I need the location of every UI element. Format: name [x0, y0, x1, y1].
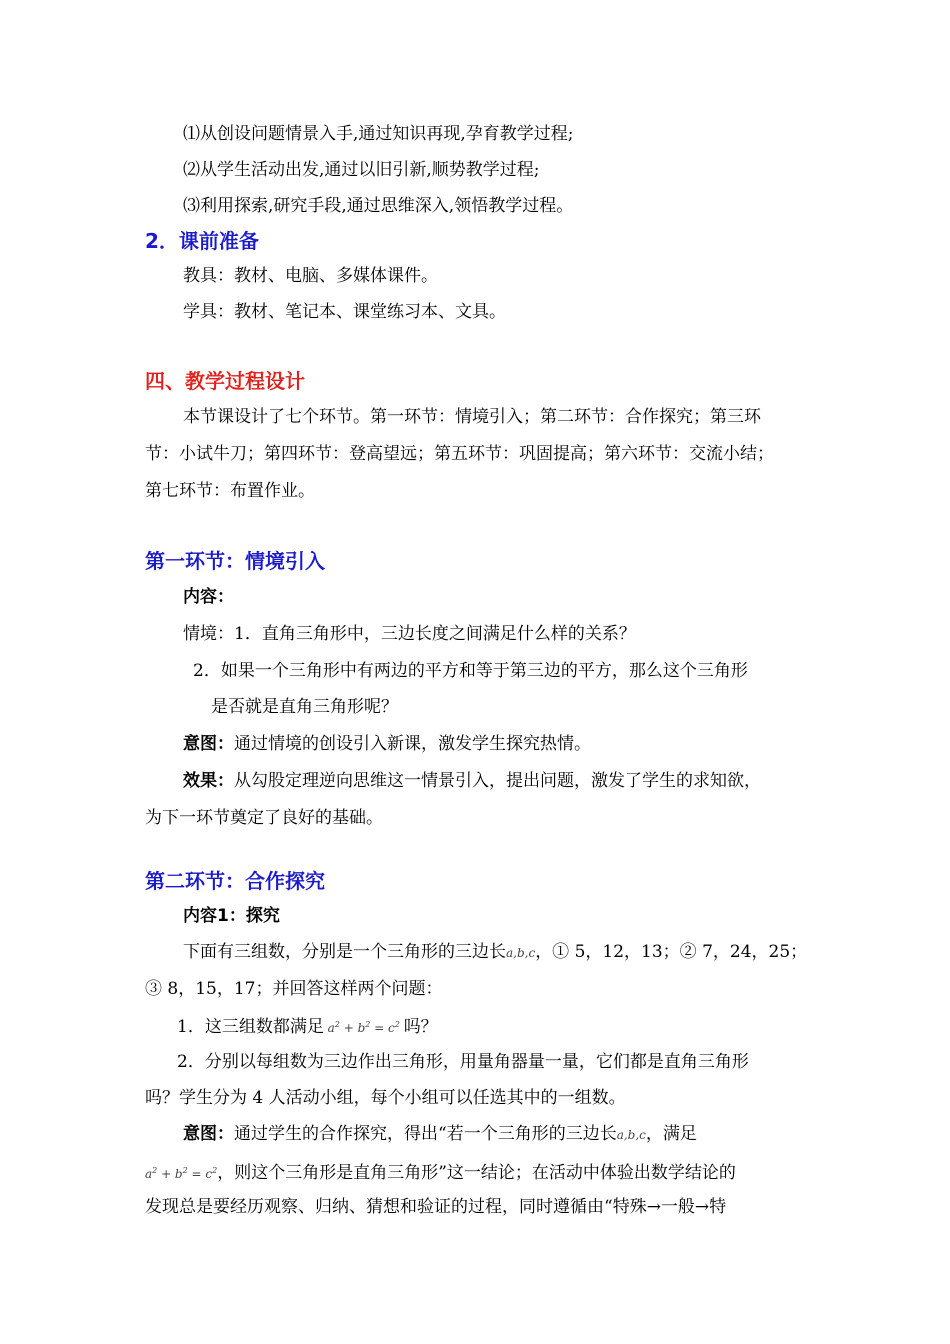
para-text: 下面有三组数，分别是一个三角形的三边长 [183, 942, 506, 962]
intent-label: 意图： [183, 1124, 234, 1144]
question-text: 吗？ [403, 1017, 438, 1037]
section1-intent [183, 732, 591, 756]
method-item-3: ⑶利用探索,研究手段,通过思维深入,领悟教学过程。 [183, 196, 574, 216]
section1-heading: 第一环节：情境引入 [145, 549, 325, 573]
process-heading: 四、教学过程设计 [145, 369, 305, 393]
section2-para-1-cont: ③ 8，15，17；并回答这样两个问题： [145, 979, 443, 999]
section1-effect [183, 769, 761, 793]
math-pythagorean-formula: $a^2 + b^2 = c^2$ [145, 1166, 218, 1181]
process-intro-line-2: 节：小试牛刀；第四环节：登高望远；第五环节：巩固提高；第六环节：交流小结； [145, 444, 774, 464]
section2-intent-line-3: 发现总是要经历观察、归纳、猜想和验证的过程，同时遵循由“特殊→一般→特 [145, 1197, 727, 1217]
intent-text: 通过学生的合作探究，得出“若一个三角形的三边长 [234, 1124, 617, 1144]
section2-heading: 第二环节：合作探究 [145, 869, 325, 893]
method-item-1: ⑴从创设问题情景入手,通过知识再现,孕育教学过程; [183, 124, 574, 144]
intent-label: 意图： [183, 734, 234, 754]
para-text: ，① 5，12，13；② 7，24，25； [535, 942, 808, 962]
math-vars-abc: a,b,c [506, 946, 536, 960]
effect-text-1: 从勾股定理逆向思维这一情景引入，提出问题，激发了学生的求知欲， [234, 771, 761, 791]
section2-question-2b: 吗？学生分为 4 人活动小组，每个小组可以任选其中的一组数。 [145, 1088, 626, 1108]
section1-scene-1: 情境：1．直角三角形中，三边长度之间满足什么样的关系？ [183, 624, 636, 644]
intent-text: ，满足 [645, 1124, 697, 1144]
process-intro-line-3: 第七环节：布置作业。 [145, 481, 315, 501]
question-text: 1．这三组数都满足 [177, 1017, 324, 1037]
section1-content-label: 内容： [183, 587, 234, 607]
effect-label: 效果： [183, 771, 234, 791]
prep-teacher-tools: 教具：教材、电脑、多媒体课件。 [183, 266, 438, 286]
intent-text: 通过情境的创设引入新课，激发学生探究热情。 [234, 734, 591, 754]
process-intro-line-1: 本节课设计了七个环节。第一环节：情境引入；第二环节：合作探究；第三环 [183, 407, 761, 427]
method-item-2: ⑵从学生活动出发,通过以旧引新,顺势教学过程; [183, 160, 540, 180]
math-vars-abc: a,b,c [616, 1128, 646, 1142]
section2-intent-line-1 [183, 1122, 697, 1147]
math-pythagorean-formula: $a^2 + b^2 = c^2$ [323, 1020, 400, 1035]
section2-question-1 [177, 1013, 438, 1040]
section1-scene-2a: 2．如果一个三角形中有两边的平方和等于第三边的平方，那么这个三角形 [193, 661, 748, 681]
section2-intent-line-2 [145, 1159, 736, 1186]
section2-question-2a: 2．分别以每组数为三边作出三角形，用量角器量一量，它们都是直角三角形 [177, 1052, 749, 1072]
section1-effect-cont: 为下一环节奠定了良好的基础。 [145, 808, 383, 828]
section2-para-1 [183, 940, 807, 965]
prep-heading: 2．课前准备 [145, 229, 259, 253]
section2-content-label: 内容1：探究 [183, 906, 280, 926]
intent-text: ，则这个三角形是直角三角形”这一结论；在活动中体验出数学结论的 [217, 1163, 736, 1183]
section1-scene-2b: 是否就是直角三角形呢？ [211, 697, 398, 717]
prep-student-tools: 学具：教材、笔记本、课堂练习本、文具。 [183, 302, 506, 322]
